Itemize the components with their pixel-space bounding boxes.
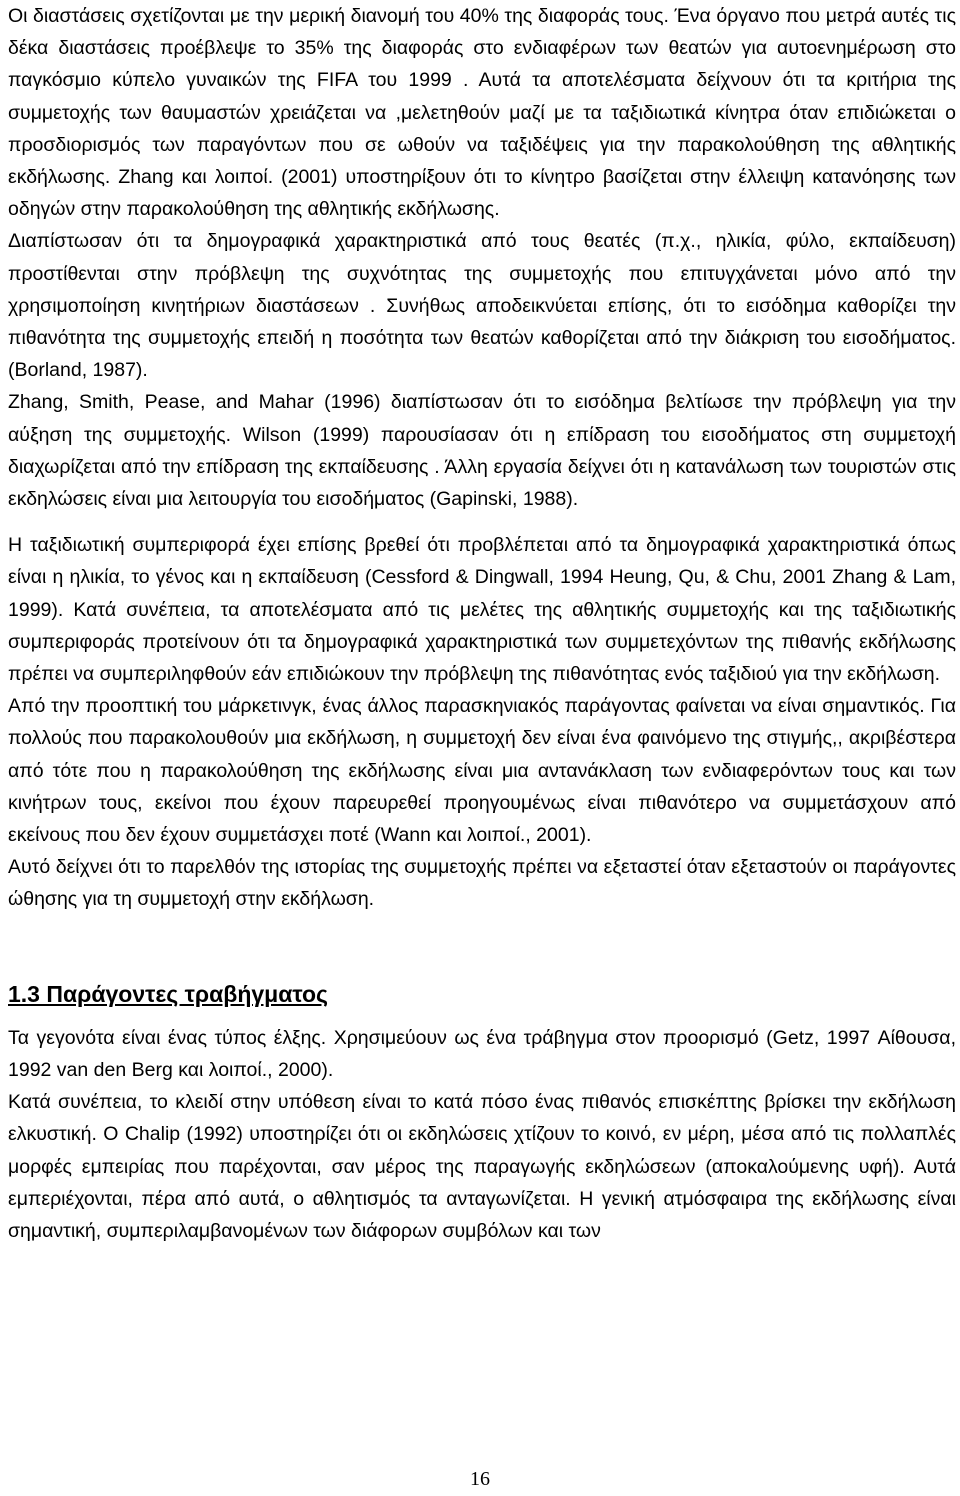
paragraph-participation-history: Αυτό δείχνει ότι το παρελθόν της ιστορίας της συμμετοχής πρέπει να εξεταστεί όταν εξεταστούν οι παράγοντες ώθησης για τη συμμετοχή στην εκδήλωση. (8, 856, 956, 911)
paragraph-marketing: Από την προοπτική του μάρκετινγκ, ένας άλλος παρασκηνιακός παράγοντας φαίνεται να είναι σημαντικός. Για πολλούς που παρακολουθούν μια εκδήλωση, η συμμετοχή δεν είναι ένα φαινόμενο της στιγμής,, ακριβέστερα από τότε που η παρακολούθηση της εκδήλωσης είναι μια αντανάκλαση των ενδιαφερόντων τους και των κινήτρων τους, εκείνοι που έχουν παρευρεθεί προηγουμένως είναι πιθανότερο να συμμετάσχουν από εκείνους που δεν έχουν συμμετάσχει ποτέ (Wann και λοιποί., 2001). (8, 695, 956, 847)
paragraph-demographics: Διαπίστωσαν ότι τα δημογραφικά χαρακτηριστικά από τους θεατές (π.χ., ηλικία, φύλο, εκπαίδευση) προστίθενται στην πρόβλεψη της συχνότητας της συμμετοχής που επιτυγχάνεται μόνο από την χρησιμοποίηση κινητήριων διαστάσεων . Συνήθως αποδεικνύεται επίσης, ότι το εισόδημα καθορίζει την πιθανότητα της συμμετοχής επειδή η ποσότητα των θεατών καθορίζεται από την διάκριση του εισοδήματος. (Borland, 1987). (8, 230, 956, 382)
paragraph-income: Zhang, Smith, Pease, and Mahar (1996) διαπίστωσαν ότι το εισόδημα βελτίωσε την πρόβλεψη για την αύξηση της συμμετοχής. Wilson (1999) παρουσίασαν ότι η επίδραση του εισοδήματος στη συμμετοχή διαχωρίζεται από την επίδραση της εκπαίδευσης . Άλλη εργασία δείχνει ότι η κατανάλωση των τουριστών στις εκδηλώσεις είναι μια λειτουργία του εισοδήματος (Gapinski, 1988). (8, 391, 956, 511)
paragraph-visitor-appeal: Κατά συνέπεια, το κλειδί στην υπόθεση είναι το κατά πόσο ένας πιθανός επισκέπτης βρίσκει την εκδήλωση ελκυστική. Ο Chalip (1992) υποστηρίζει ότι οι εκδηλώσεις χτίζουν το κοινό, εν μέρη, μέσα από τις πολλαπλές μορφές εμπειρίας που παρέχονται, σαν μέρος της παραγωγής εκδηλώσεων (αποκαλούμενης υφή). Αυτά εμπεριέχονται, πέρα από αυτά, ο αθλητισμός τα ανταγωνίζεται. Η γενική ατμόσφαιρα της εκδήλωσης είναι σημαντική, συμπεριλαμβανομένων των διάφορων συμβόλων και των (8, 1091, 956, 1242)
paragraph-spacer (8, 515, 956, 529)
document-page (8, 0, 956, 1247)
paragraph-travel-behavior: Η ταξιδιωτική συμπεριφορά έχει επίσης βρεθεί ότι προβλέπεται από τα δημογραφικά χαρακτηριστικά όπως είναι η ηλικία, το γένος και η εκπαίδευση (Cessford & Dingwall, 1994 Heung, Qu, & Chu, 2001 Zhang & Lam, 1999). Κατά συνέπεια, τα αποτελέσματα από τις μελέτες της αθλητικής συμμετοχής και της ταξιδιωτικής συμπεριφοράς προτείνουν ότι τα δημογραφικά χαρακτηριστικά των συμμετεχόντων της πιθανής εκδήλωσης πρέπει να συμπεριληφθούν εάν επιδιώκουν την πρόβλεψη της πιθανότητας ενός ταξιδιού για την εκδήλωση. (8, 534, 956, 686)
section-heading: 1.3 Παράγοντες τραβήγματος (8, 980, 329, 1007)
page-number: 16 (470, 1468, 490, 1490)
paragraph-dimensions: Οι διαστάσεις σχετίζονται με την μερική διανομή του 40% της διαφοράς τους. Ένα όργανο που μετρά αυτές τις δέκα διαστάσεις προέβλεψε το 35% της διαφοράς στο ενδιαφέρων των θεατών για αυτοενημέρωση στο παγκόσμιο κύπελο γυναικών της FIFA του 1999 . Αυτά τα αποτελέσματα δείχνουν ότι τα κριτήρια της συμμετοχής των θαυμαστών χρειάζεται να ,μελετηθούν μαζί με τα ταξιδιωτικά κίνητρα όταν επιδιώκεται ο προσδιορισμός των παραγόντων που σε ωθούν να ταξιδέψεις για την παρακολούθηση της αθλητικής εκδήλωσης. Zhang και λοιποί. (2001) υποστηρίξουν ότι το κίνητρο βασίζεται στην έλλειψη κατανόησης των οδηγών στην παρακολούθηση της αθλητικής εκδήλωσης. (8, 5, 956, 221)
paragraph-events-attraction: Τα γεγονότα είναι ένας τύπος έλξης. Χρησιμεύουν ως ένα τράβηγμα στον προορισμό (Getz, 1997 Αίθουσα, 1992 van den Berg και λοιποί., 2000). (8, 1026, 956, 1081)
